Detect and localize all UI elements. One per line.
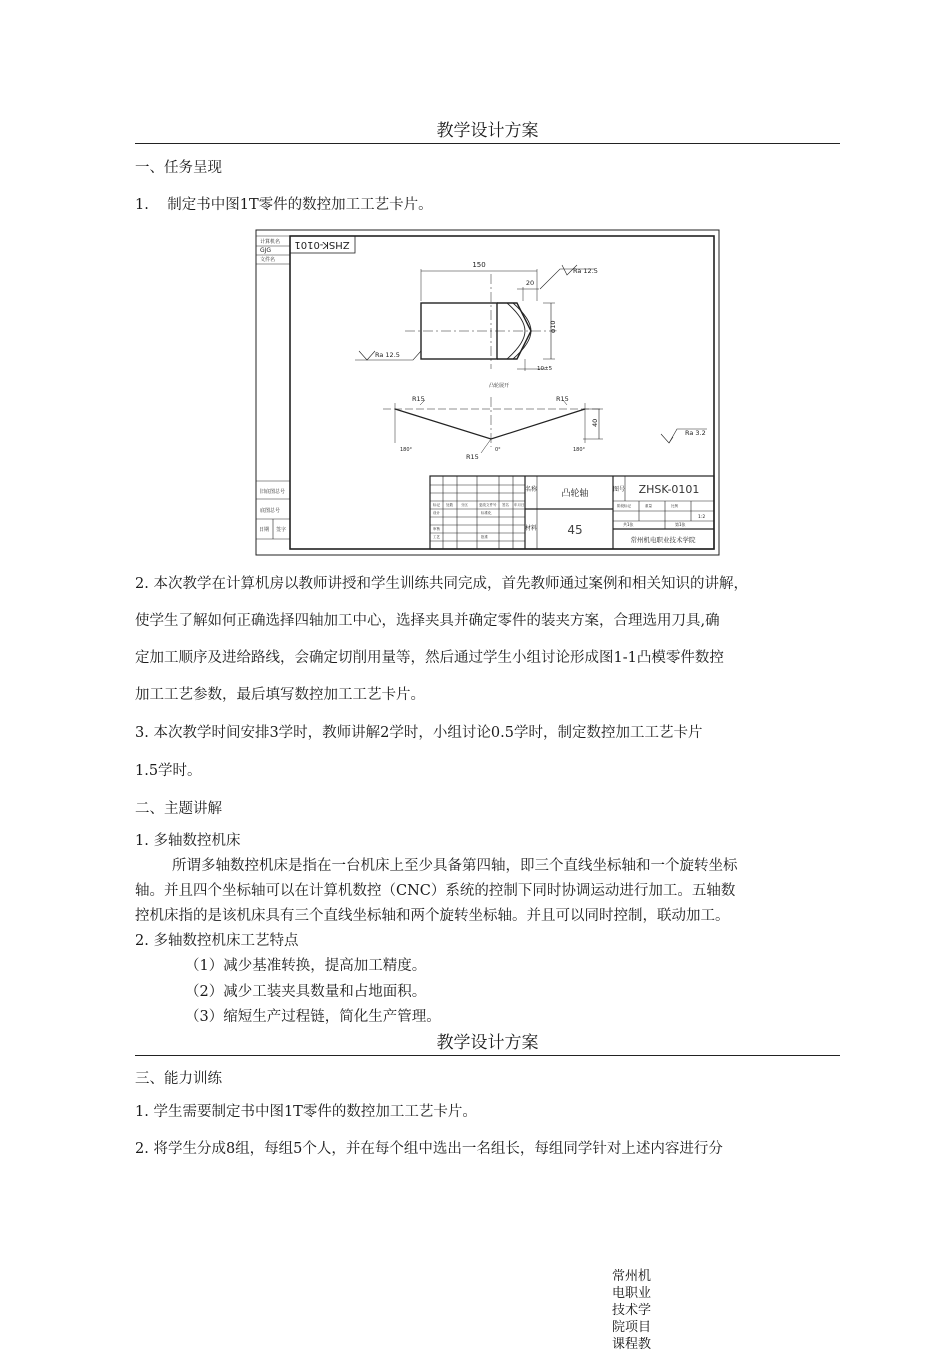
tb-small: 签名 bbox=[502, 503, 509, 507]
footer-line: 院项目 bbox=[612, 1320, 652, 1335]
feature-point-2: （2）减少工装夹具数量和占地面积。 bbox=[185, 984, 427, 1000]
tb-small: 分区 bbox=[461, 503, 468, 507]
topic-para-line-3: 控机床指的是该机床具有三个直线坐标轴和两个旋转坐标轴。并且可以同时控制，联动加工。 bbox=[135, 908, 730, 924]
side-label: 计算机名 bbox=[260, 239, 281, 245]
ra-top: Ra 12.5 bbox=[573, 267, 598, 275]
tb-small: 阶段标记 bbox=[617, 504, 631, 508]
tb-material-label: 材料 bbox=[524, 525, 538, 532]
tb-small: 年月日 bbox=[514, 503, 525, 507]
page-header-2: 教学设计方案 bbox=[135, 1028, 840, 1056]
dim-40: 40 bbox=[591, 418, 599, 427]
deg-right: 180° bbox=[573, 447, 586, 453]
tb-name-label: 名称 bbox=[524, 486, 538, 493]
page-header: 教学设计方案 bbox=[135, 116, 840, 144]
tb-small: 标记 bbox=[433, 503, 440, 507]
task-para-2-line-4: 加工工艺参数，最后填写数控加工工艺卡片。 bbox=[135, 687, 425, 703]
r15-left: R15 bbox=[412, 395, 425, 403]
unfold-title: 凸轮展开 bbox=[488, 383, 510, 389]
tb-small: 更改文件号 bbox=[479, 503, 497, 507]
tb-small: 工艺 bbox=[433, 535, 440, 539]
part-drawing bbox=[255, 229, 720, 556]
side-label: 签字 bbox=[276, 527, 287, 533]
topic-para-line-2: 轴。并且四个坐标轴可以在计算机数控（CNC）系统的控制下同时协调运动进行加工。五轴数 bbox=[135, 883, 736, 899]
section-title-training: 三、能力训练 bbox=[135, 1071, 222, 1087]
side-label: 日期 bbox=[259, 527, 270, 533]
side-label: 旧底图总号 bbox=[260, 489, 286, 495]
section-title-topic: 二、主题讲解 bbox=[135, 801, 222, 817]
task-para-2-line-2: 使学生了解如何正确选择四轴加工中心，选择夹具并确定零件的装夹方案，合理选用刀具,确 bbox=[135, 613, 720, 629]
ra-left: Ra 12.5 bbox=[375, 351, 400, 359]
tb-small: 第1张 bbox=[675, 522, 686, 527]
side-label: GJG bbox=[260, 247, 272, 254]
ra-right: Ra 3.2 bbox=[685, 429, 706, 437]
topic-sub-2: 2. 多轴数控机床工艺特点 bbox=[135, 933, 299, 949]
topic-sub-1: 1. 多轴数控机床 bbox=[135, 833, 241, 849]
task-para-2-line-1: 2. 本次教学在计算机房以教师讲授和学生训练共同完成，首先教师通过案例和相关知识的讲解， bbox=[135, 576, 748, 592]
deg-mid: 0° bbox=[495, 447, 501, 453]
task-para-3-line-1: 3. 本次教学时间安排3学时，教师讲解2学时，小组讨论0.5学时，制定数控加工工艺卡片 bbox=[135, 725, 703, 741]
tb-part-name: 凸轮轴 bbox=[561, 489, 589, 499]
footer-line: 课程教 bbox=[612, 1337, 652, 1352]
dim-20: 20 bbox=[525, 279, 535, 287]
tb-small: 处数 bbox=[446, 503, 453, 507]
tb-small: 设计 bbox=[433, 511, 440, 515]
tb-small: 标准化 bbox=[481, 511, 492, 515]
tb-scale: 1:2 bbox=[698, 515, 706, 520]
feature-point-3: （3）缩短生产过程链，简化生产管理。 bbox=[185, 1009, 441, 1025]
training-item-2: 2. 将学生分成8组，每组5个人，并在每个组中选出一名组长，每组同学针对上述内容进行分 bbox=[135, 1141, 723, 1157]
footer-line: 技术学 bbox=[612, 1303, 652, 1318]
deg-left: 180° bbox=[400, 447, 413, 453]
tb-school: 常州机电职业技术学院 bbox=[630, 536, 696, 544]
tb-small: 共1张 bbox=[623, 522, 634, 527]
tb-small: 重量 bbox=[645, 504, 652, 508]
task-item-1: 1. 制定书中图1T零件的数控加工工艺卡片。 bbox=[135, 197, 433, 213]
dim-10: 10±5 bbox=[537, 366, 553, 372]
tb-small: 审核 bbox=[433, 527, 440, 531]
footer-line: 电职业 bbox=[612, 1286, 652, 1301]
topic-para-line-1: 所谓多轴数控机床是指在一台机床上至少具备第四轴，即三个直线坐标轴和一个旋转坐标 bbox=[172, 858, 738, 874]
training-item-1: 1. 学生需要制定书中图1T零件的数控加工工艺卡片。 bbox=[135, 1104, 477, 1120]
drawing-stamp: ZHSK-0101 bbox=[294, 239, 350, 250]
tb-small: 批准 bbox=[481, 535, 488, 539]
dim-150: 150 bbox=[472, 261, 486, 269]
side-label: 文件名 bbox=[260, 257, 276, 263]
tb-figure-number: ZHSK-0101 bbox=[638, 483, 700, 496]
tb-material: 45 bbox=[567, 523, 583, 537]
r15-bottom: R15 bbox=[466, 453, 479, 461]
tb-fig-label: 图号 bbox=[612, 486, 626, 493]
r15-right: R15 bbox=[556, 395, 569, 403]
side-label: 底图总号 bbox=[260, 508, 281, 514]
footer-school-label bbox=[612, 1268, 672, 1353]
feature-point-1: （1）减少基准转换，提高加工精度。 bbox=[185, 958, 427, 974]
task-para-3-line-2: 1.5学时。 bbox=[135, 763, 202, 779]
tb-small: 比例 bbox=[671, 504, 678, 508]
task-para-2-line-3: 定加工顺序及进给路线，会确定切削用量等，然后通过学生小组讨论形成图1-1凸模零件数控 bbox=[135, 650, 724, 666]
section-title-task: 一、任务呈现 bbox=[135, 160, 222, 176]
dim-diameter: φ10 bbox=[549, 320, 557, 333]
footer-line: 常州机 bbox=[612, 1269, 652, 1284]
